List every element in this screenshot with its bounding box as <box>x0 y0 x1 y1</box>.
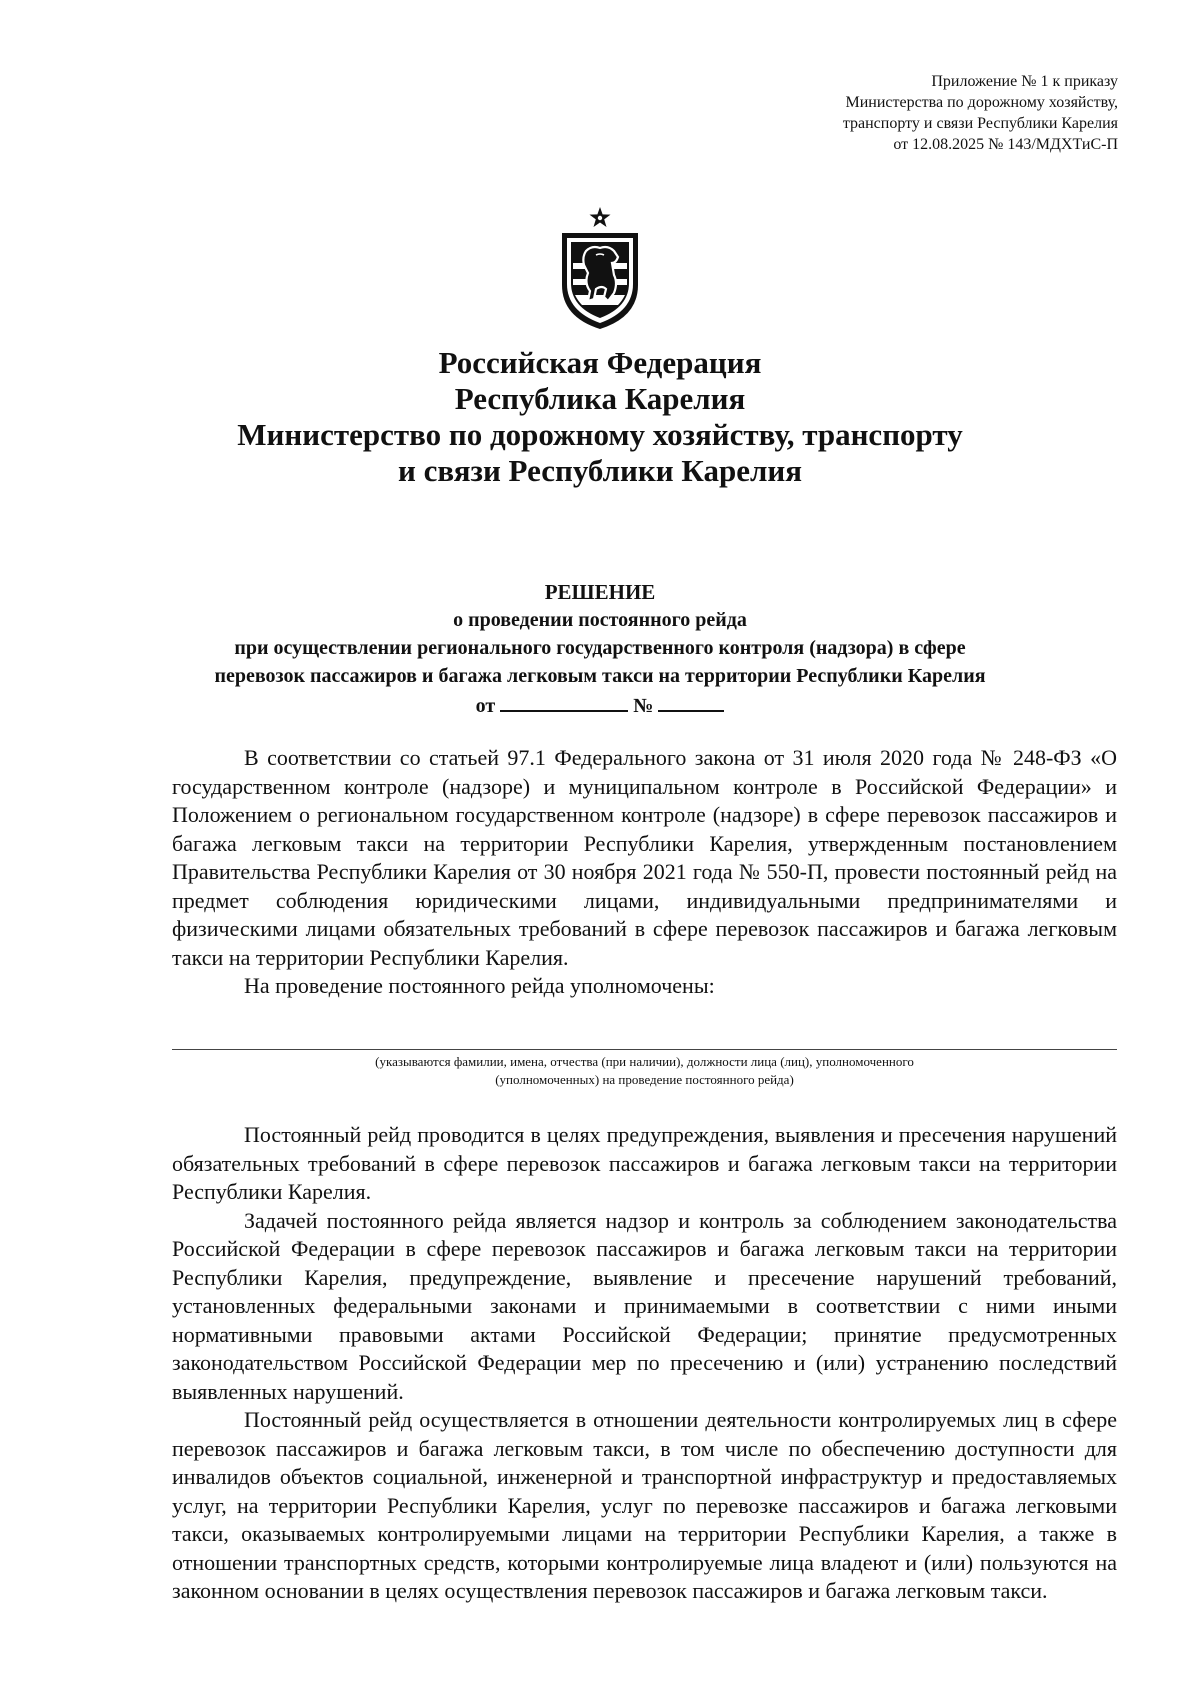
header-ministry-cont: и связи Республики Карелия <box>398 453 802 488</box>
header-republic: Республика Карелия <box>454 381 746 416</box>
body-section-2 <box>172 1121 1117 1606</box>
appendix-note <box>843 71 1118 155</box>
karelia-coat-of-arms-icon <box>556 205 644 333</box>
decision-title: РЕШЕНИЕ <box>544 580 656 604</box>
date-blank[interactable] <box>500 690 628 712</box>
decision-subtitle-3: перевозок пассажиров и багажа легковым такси на территории Республики Карелия <box>214 665 986 687</box>
body-section-1 <box>172 744 1117 1001</box>
ministry-header <box>0 345 1200 489</box>
decision-subtitle-2: при осуществлении регионального государственного контроля (надзора) в сфере <box>234 637 966 659</box>
date-prefix: от <box>475 695 496 717</box>
appendix-line: транспорту и связи Республики Карелия <box>842 115 1118 132</box>
appendix-line: Министерства по дорожному хозяйству, <box>845 94 1118 111</box>
decision-date-number-line <box>0 690 1200 720</box>
appendix-line: от 12.08.2025 № 143/МДХТиС-П <box>893 136 1118 153</box>
paragraph-purpose: Постоянный рейд проводится в целях предупреждения, выявления и пресечения нарушений обязательных требований в сфере перевозок пассажиров и багажа легковым такси на территории Республики Карелия. <box>172 1122 1117 1204</box>
decision-title-block <box>0 578 1200 720</box>
header-ministry: Министерство по дорожному хозяйству, транспорту <box>237 417 963 452</box>
caption-line: (указываются фамилии, имена, отчества (при наличии), должности лица (лиц), уполномоченного <box>375 1054 914 1069</box>
decision-subtitle-1: о проведении постоянного рейда <box>453 609 747 631</box>
paragraph-scope: Постоянный рейд осуществляется в отношении деятельности контролируемых лиц в сфере перевозок пассажиров и багажа легковым такси, в том числе по обеспечению доступности для инвалидов объектов социальной, инженерной и транспортной инфраструктур и предоставляемых услуг, на территории Республики Карелия, услуг по перевозке пассажиров и багажа легковыми такси, оказываемых контролируемыми лицами на территории Республики Карелия, а также в отношении транспортных средств, которыми контролируемые лица владеют и (или) пользуются на законном основании в целях осуществления перевозок пассажиров и багажа легковым такси. <box>172 1407 1117 1603</box>
number-blank[interactable] <box>658 690 724 712</box>
header-country: Российская Федерация <box>438 345 762 380</box>
paragraph-authorized: На проведение постоянного рейда уполномочены: <box>244 973 715 998</box>
paragraph-task: Задачей постоянного рейда является надзор и контроль за соблюдением законодательства Российской Федерации в сфере перевозок пассажиров и багажа легковым такси на территории Республики Карелия, предупреждение, выявление и пресечение нарушений требований, установленных федеральными законами и принимаемыми в соответствии с ними иными нормативными правовыми актами Российской Федерации; принятие предусмотренных законодательством Российской Федерации мер по пресечению и (или) устранению последствий выявленных нарушений. <box>172 1207 1117 1404</box>
authorized-persons-line[interactable] <box>172 1049 1117 1050</box>
caption-line: (уполномоченных) на проведение постоянного рейда) <box>495 1072 794 1087</box>
authorized-persons-caption <box>172 1053 1117 1089</box>
number-prefix: № <box>633 695 654 717</box>
paragraph-legal-basis: В соответствии со статьей 97.1 Федерального закона от 31 июля 2020 года № 248-ФЗ «О государственном контроле (надзоре) и муниципальном контроле в Российской Федерации» и Положением о региональном государственном контроле (надзоре) в сфере перевозок пассажиров и багажа легковым такси на территории Республики Карелия, утвержденным постановлением Правительства Республики Карелия от 30 ноября 2021 года № 550-П, провести постоянный рейд на предмет соблюдения юридическими лицами, индивидуальными предпринимателями и физическими лицами обязательных требований в сфере перевозок пассажиров и багажа легковым такси на территории Республики Карелия. <box>172 745 1117 970</box>
appendix-line: Приложение № 1 к приказу <box>931 73 1118 90</box>
